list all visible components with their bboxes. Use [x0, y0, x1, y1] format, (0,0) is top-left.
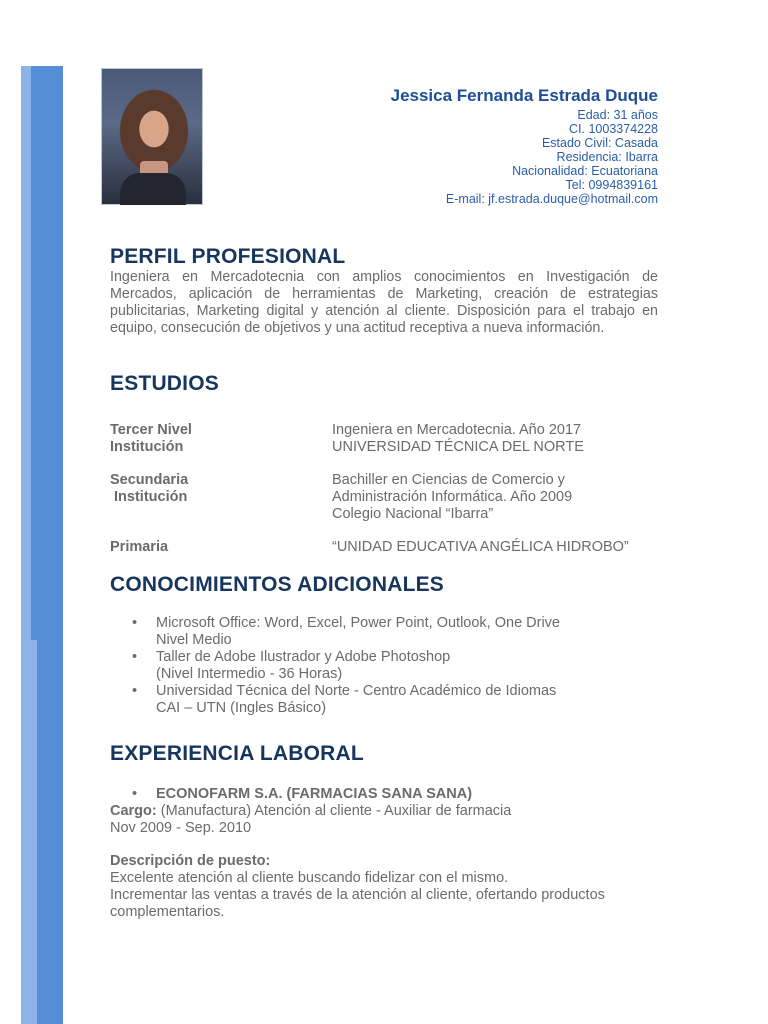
residence: Residencia: Ibarra — [556, 150, 658, 164]
bullet-icon: • — [132, 615, 138, 631]
company-name: ECONOFARM S.A. (FARMACIAS SANA SANA) — [156, 786, 473, 802]
marital-status: Estado Civil: Casada — [541, 136, 658, 150]
skills-list — [110, 615, 710, 717]
list-item: • Universidad Técnica del Norte - Centro Académico de Idiomas CAI – UTN (Ingles Básico) — [132, 683, 557, 716]
cargo-value: (Manufactura) Atención al cliente - Auxiliar de farmacia — [156, 803, 512, 819]
list-item: • Microsoft Office: Word, Excel, Power Point, Outlook, One Drive Nivel Medio — [132, 615, 560, 648]
section-title-perfil: PERFIL PROFESIONAL — [110, 245, 346, 268]
description-label: Descripción de puesto: — [110, 853, 271, 869]
study-value: “UNIDAD EDUCATIVA ANGÉLICA HIDROBO” — [332, 539, 629, 555]
decorative-side-bar-lower — [37, 646, 63, 1024]
study-value: Bachiller en Ciencias de Comercio y — [332, 472, 565, 488]
study-label: Primaria — [110, 539, 169, 555]
section-title-conocimientos: CONOCIMIENTOS ADICIONALES — [110, 573, 445, 596]
experience-section — [110, 742, 658, 766]
contact-header — [391, 86, 658, 206]
decorative-side-bar-light-lower — [21, 640, 37, 1024]
description-line: Excelente atención al cliente buscando fidelizar con el mismo. — [110, 870, 509, 886]
bullet-icon: • — [132, 683, 138, 699]
study-label: Secundaria — [110, 472, 189, 488]
experience-body — [110, 786, 710, 921]
age: Edad: 31 años — [577, 108, 658, 122]
section-title-estudios: ESTUDIOS — [110, 372, 219, 395]
job-role — [110, 803, 710, 820]
study-label: Tercer Nivel — [110, 422, 192, 438]
candidate-name: Jessica Fernanda Estrada Duque — [390, 86, 658, 105]
experience-list — [110, 786, 710, 803]
profile-text: Ingeniera en Mercadotecnia con amplios conocimientos en Investigación de Mercados, aplicación de herramientas de Marketing, creación de estrategias publicitarias, Marketing digital y atención al cliente. Disposición para el trabajo en equipo, consecución de objetivos y una actitud receptiva a nueva información. — [110, 269, 658, 336]
bullet-icon: • — [132, 649, 138, 665]
email[interactable]: E-mail: jf.estrada.duque@hotmail.com — [445, 192, 658, 206]
section-title-experiencia: EXPERIENCIA LABORAL — [110, 742, 364, 765]
study-label: Institución — [110, 489, 188, 505]
profile-section — [110, 245, 658, 337]
job-dates: Nov 2009 - Sep. 2010 — [110, 820, 252, 836]
study-label: Institución — [110, 439, 184, 455]
id-number: CI. 1003374228 — [569, 122, 658, 136]
skills-list-container — [110, 615, 710, 717]
description-line: Incrementar las ventas a través de la atención al cliente, ofertando productos — [110, 887, 605, 903]
study-value: Colegio Nacional “Ibarra” — [332, 506, 494, 522]
nationality: Nacionalidad: Ecuatoriana — [512, 164, 658, 178]
phone: Tel: 0994839161 — [565, 178, 658, 192]
study-value: UNIVERSIDAD TÉCNICA DEL NORTE — [332, 439, 584, 455]
studies-section-header — [110, 372, 658, 396]
cargo-label: Cargo: — [110, 803, 157, 819]
skills-section — [110, 573, 658, 597]
bullet-icon: • — [132, 786, 138, 802]
list-item — [110, 786, 710, 803]
study-value: Ingeniera en Mercadotecnia. Año 2017 — [332, 422, 582, 438]
description-line: complementarios. — [110, 904, 225, 920]
profile-photo — [101, 68, 203, 205]
list-item: • Taller de Adobe Ilustrador y Adobe Photoshop (Nivel Intermedio - 36 Horas) — [132, 649, 451, 682]
study-value: Administración Informática. Año 2009 — [332, 489, 573, 505]
